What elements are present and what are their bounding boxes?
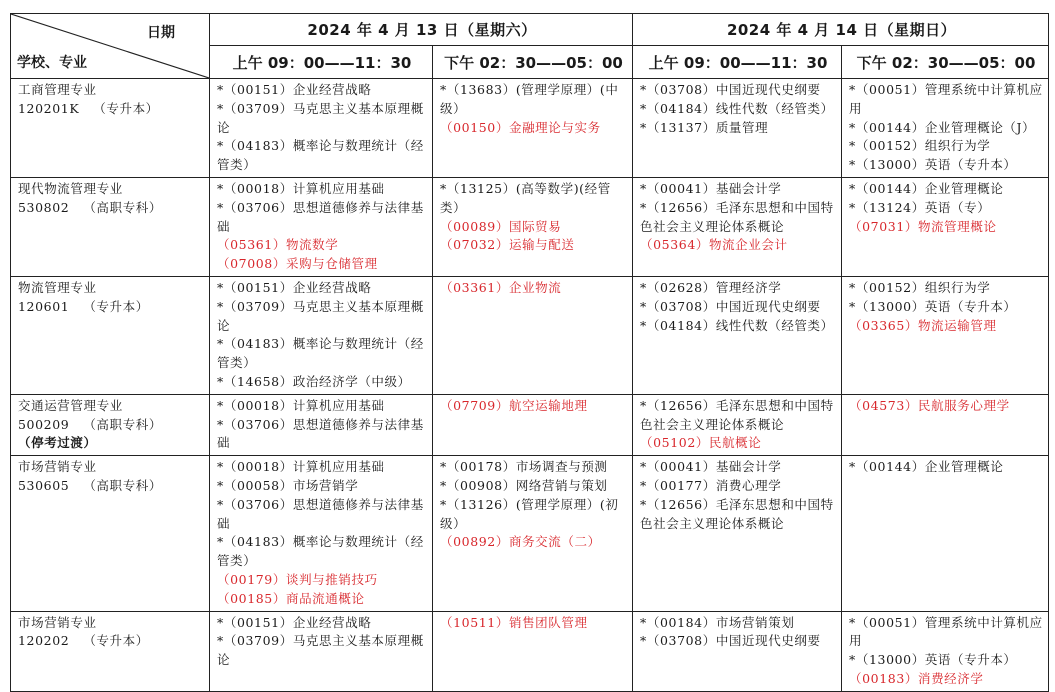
major-name: 现代物流管理专业 bbox=[18, 180, 123, 196]
exam-slot-d1am bbox=[210, 79, 433, 178]
course-entry: *（03709）马克思主义基本原理概论 bbox=[217, 633, 424, 668]
exam-slot-d2am bbox=[633, 276, 842, 394]
major-code-line bbox=[18, 199, 204, 218]
major-code: 120201K bbox=[18, 100, 80, 116]
table-row bbox=[11, 177, 1049, 276]
major-code-line bbox=[18, 100, 204, 119]
exam-schedule-table bbox=[10, 13, 1049, 692]
major-cell bbox=[11, 79, 210, 178]
course-entry: *（00177）消费心理学 bbox=[640, 477, 782, 493]
major-level: （专升本） bbox=[83, 298, 149, 314]
course-entry: *（12656）毛泽东思想和中国特色社会主义理论体系概论 bbox=[640, 199, 834, 234]
course-entry: *（02628）管理经济学 bbox=[640, 279, 782, 295]
course-entry: *（04184）线性代数（经管类） bbox=[640, 317, 834, 333]
course-entry: *（00151）企业经营战略 bbox=[217, 279, 372, 295]
major-code: 120202 bbox=[18, 633, 70, 649]
course-entry: *（13000）英语（专升本） bbox=[849, 298, 1017, 314]
school-major-label: 学校、专业 bbox=[17, 55, 87, 71]
exam-slot-d1pm bbox=[433, 394, 633, 455]
exam-slot-d2pm bbox=[842, 276, 1049, 394]
exam-slot-d1pm bbox=[433, 276, 633, 394]
major-name: 物流管理专业 bbox=[18, 279, 97, 295]
exam-slot-d2am bbox=[633, 456, 842, 611]
exam-slot-d1am bbox=[210, 177, 433, 276]
course-entry: *（13137）质量管理 bbox=[640, 119, 769, 135]
major-code-line bbox=[18, 477, 204, 496]
exam-slot-d1am bbox=[210, 276, 433, 394]
exam-slot-d2pm bbox=[842, 611, 1049, 691]
course-entry: *（00908）网络营销与策划 bbox=[440, 477, 608, 493]
course-entry: *（00144）企业管理概论 bbox=[849, 459, 1004, 475]
course-entry: *（00184）市场营销策划 bbox=[640, 614, 795, 630]
course-entry: *（03706）思想道德修养与法律基础 bbox=[217, 199, 424, 234]
course-entry: （05102）民航概论 bbox=[640, 435, 762, 451]
course-entry: （03361）企业物流 bbox=[440, 279, 562, 295]
day2-am-header: 上午 09：00——11：30 bbox=[633, 46, 842, 79]
major-code: 530802 bbox=[18, 199, 70, 215]
course-entry: *（03709）马克思主义基本原理概论 bbox=[217, 100, 424, 135]
table-row bbox=[11, 79, 1049, 178]
course-entry: *（13000）英语（专升本） bbox=[849, 157, 1017, 173]
day1-am-header: 上午 09：00——11：30 bbox=[210, 46, 433, 79]
major-name: 工商管理专业 bbox=[18, 82, 97, 97]
major-level: （专升本） bbox=[93, 100, 159, 116]
exam-slot-d1pm bbox=[433, 456, 633, 611]
exam-slot-d2pm bbox=[842, 394, 1049, 455]
course-entry: （00089）国际贸易 bbox=[440, 218, 562, 234]
course-entry: *（13124）英语（专） bbox=[849, 199, 991, 215]
course-entry: *（03706）思想道德修养与法律基础 bbox=[217, 416, 424, 451]
major-code: 500209 bbox=[18, 416, 70, 432]
major-level: （高职专科） bbox=[83, 199, 162, 215]
header-corner bbox=[11, 14, 210, 79]
course-entry: *（00058）市场营销学 bbox=[217, 477, 359, 493]
course-entry: （07008）采购与仓储管理 bbox=[217, 256, 378, 272]
major-cell bbox=[11, 611, 210, 691]
major-level: （专升本） bbox=[83, 633, 149, 649]
course-entry: *（12656）毛泽东思想和中国特色社会主义理论体系概论 bbox=[640, 397, 834, 432]
table-row bbox=[11, 611, 1049, 691]
exam-slot-d2pm bbox=[842, 79, 1049, 178]
course-entry: *（03708）中国近现代史纲要 bbox=[640, 298, 821, 314]
course-entry: *（03709）马克思主义基本原理概论 bbox=[217, 298, 424, 333]
exam-slot-d2pm bbox=[842, 456, 1049, 611]
course-entry: （07032）运输与配送 bbox=[440, 237, 575, 253]
course-entry: *（12656）毛泽东思想和中国特色社会主义理论体系概论 bbox=[640, 496, 834, 531]
table-row bbox=[11, 456, 1049, 611]
course-entry: （00183）消费经济学 bbox=[849, 670, 984, 686]
course-entry: *（13000）英语（专升本） bbox=[849, 652, 1017, 668]
course-entry: （00185）商品流通概论 bbox=[217, 590, 365, 606]
schedule-body bbox=[11, 79, 1049, 692]
course-entry: *（14658）政治经济学（中级） bbox=[217, 373, 411, 389]
exam-slot-d2am bbox=[633, 79, 842, 178]
major-cell bbox=[11, 177, 210, 276]
major-note: （停考过渡） bbox=[18, 435, 97, 451]
course-entry: （07709）航空运输地理 bbox=[440, 397, 588, 413]
course-entry: *（00144）企业管理概论 bbox=[849, 180, 1004, 196]
course-entry: *（00018）计算机应用基础 bbox=[217, 459, 385, 475]
course-entry: （07031）物流管理概论 bbox=[849, 218, 997, 234]
major-code-line bbox=[18, 416, 204, 435]
course-entry: （10511）销售团队管理 bbox=[440, 614, 588, 630]
course-entry: *（04183）概率论与数理统计（经管类） bbox=[217, 534, 424, 569]
major-cell bbox=[11, 456, 210, 611]
course-entry: *（00178）市场调查与预测 bbox=[440, 459, 608, 475]
day1-header: 2024 年 4 月 13 日（星期六） bbox=[210, 14, 633, 46]
exam-slot-d2am bbox=[633, 611, 842, 691]
course-entry: （05361）物流数学 bbox=[217, 237, 339, 253]
table-row bbox=[11, 394, 1049, 455]
course-entry: *（00151）企业经营战略 bbox=[217, 82, 372, 97]
major-code-line bbox=[18, 632, 204, 651]
major-code-line bbox=[18, 298, 204, 317]
exam-slot-d2am bbox=[633, 394, 842, 455]
major-name: 市场营销专业 bbox=[18, 459, 97, 475]
course-entry: *（00144）企业管理概论（J） bbox=[849, 119, 1036, 135]
course-entry: *（04184）线性代数（经管类） bbox=[640, 100, 834, 116]
course-entry: *（13125）(高等数学)(经管类） bbox=[440, 180, 611, 215]
course-entry: *（03706）思想道德修养与法律基础 bbox=[217, 496, 424, 531]
day1-pm-header: 下午 02：30——05：00 bbox=[433, 46, 633, 79]
exam-slot-d1pm bbox=[433, 611, 633, 691]
course-entry: *（00018）计算机应用基础 bbox=[217, 397, 385, 413]
major-level: （高职专科） bbox=[83, 416, 162, 432]
exam-slot-d1pm bbox=[433, 177, 633, 276]
major-level: （高职专科） bbox=[83, 477, 162, 493]
course-entry: *（00151）企业经营战略 bbox=[217, 614, 372, 630]
course-entry: *（04183）概率论与数理统计（经管类） bbox=[217, 138, 424, 173]
major-code: 120601 bbox=[18, 298, 70, 314]
day2-pm-header: 下午 02：30——05：00 bbox=[842, 46, 1049, 79]
major-name: 交通运营管理专业 bbox=[18, 397, 123, 413]
major-cell bbox=[11, 394, 210, 455]
course-entry: （00179）谈判与推销技巧 bbox=[217, 571, 378, 587]
course-entry: *（13683）(管理学原理）(中级） bbox=[440, 82, 619, 116]
course-entry: *（00051）管理系统中计算机应用 bbox=[849, 614, 1043, 649]
major-code: 530605 bbox=[18, 477, 70, 493]
course-entry: （04573）民航服务心理学 bbox=[849, 397, 1010, 413]
course-entry: *（03708）中国近现代史纲要 bbox=[640, 82, 821, 97]
table-row bbox=[11, 276, 1049, 394]
course-entry: （05364）物流企业会计 bbox=[640, 237, 788, 253]
date-label: 日期 bbox=[147, 25, 175, 41]
course-entry: *（03708）中国近现代史纲要 bbox=[640, 633, 821, 649]
course-entry: *（00041）基础会计学 bbox=[640, 459, 782, 475]
course-entry: *（13126）(管理学原理）(初级） bbox=[440, 496, 619, 531]
major-cell bbox=[11, 276, 210, 394]
course-entry: *（04183）概率论与数理统计（经管类） bbox=[217, 336, 424, 371]
course-entry: *（00152）组织行为学 bbox=[849, 138, 991, 154]
course-entry: （03365）物流运输管理 bbox=[849, 317, 997, 333]
day2-header: 2024 年 4 月 14 日（星期日） bbox=[633, 14, 1049, 46]
exam-slot-d1am bbox=[210, 456, 433, 611]
exam-slot-d2pm bbox=[842, 177, 1049, 276]
exam-slot-d1am bbox=[210, 611, 433, 691]
course-entry: *（00051）管理系统中计算机应用 bbox=[849, 82, 1043, 116]
exam-slot-d1am bbox=[210, 394, 433, 455]
course-entry: *（00152）组织行为学 bbox=[849, 279, 991, 295]
exam-slot-d2am bbox=[633, 177, 842, 276]
course-entry: （00150）金融理论与实务 bbox=[440, 119, 601, 135]
major-name: 市场营销专业 bbox=[18, 614, 97, 630]
course-entry: *（00018）计算机应用基础 bbox=[217, 180, 385, 196]
exam-slot-d1pm bbox=[433, 79, 633, 178]
course-entry: *（00041）基础会计学 bbox=[640, 180, 782, 196]
course-entry: （00892）商务交流（二） bbox=[440, 534, 601, 550]
